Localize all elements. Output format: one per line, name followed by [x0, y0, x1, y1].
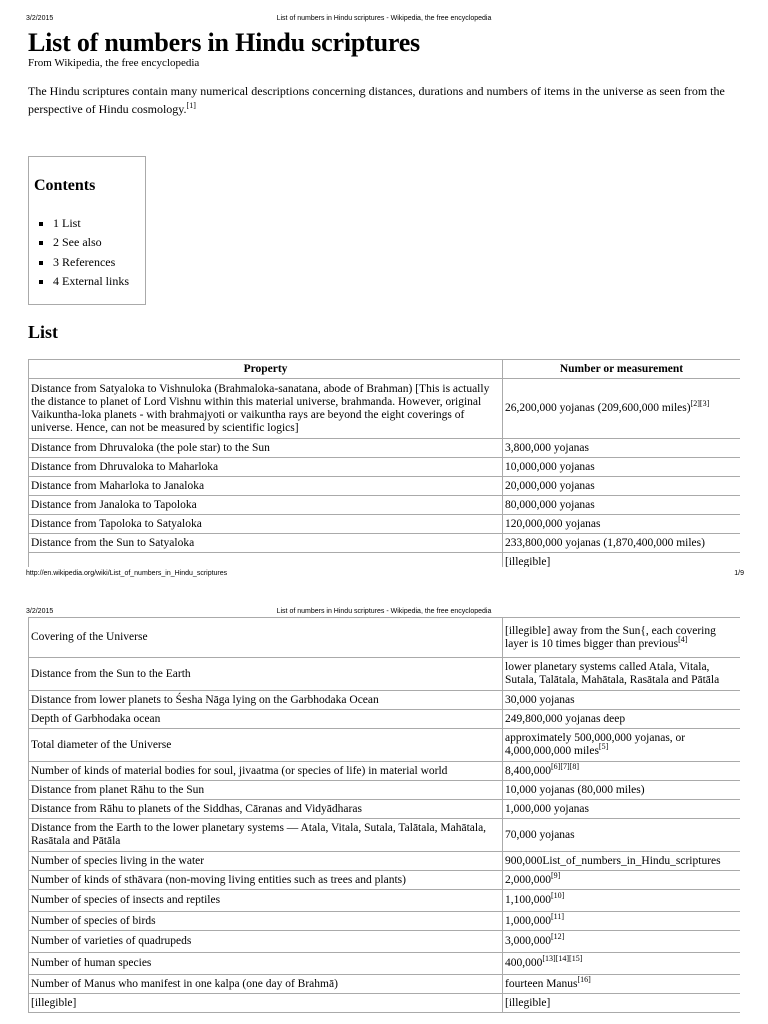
page-title: List of numbers in Hindu scriptures [28, 28, 420, 57]
table-row [29, 953, 741, 975]
cell-measurement [503, 781, 741, 800]
citation-reference[interactable]: [9] [551, 870, 561, 880]
toc-item-list[interactable]: ▪ 1 List [53, 214, 129, 233]
cell-property: Covering of the Universe [29, 618, 503, 658]
toc-item-external-links[interactable]: ▪ 4 External links [53, 272, 129, 291]
citation-reference[interactable]: [11] [551, 911, 565, 921]
cell-property: Distance from Rāhu to planets of the Siddhas, Cāranas and Vidyādharas [29, 800, 503, 819]
cell-property: Distance from planet Rāhu to the Sun [29, 781, 503, 800]
citation-reference[interactable]: [2][3] [690, 399, 710, 409]
cell-property: Distance from the Sun to Satyaloka [29, 534, 503, 553]
table-row [29, 496, 741, 515]
cell-measurement [503, 691, 741, 710]
cell-measurement [503, 618, 741, 658]
print-date: 3/2/2015 [26, 15, 54, 22]
cell-measurement [503, 931, 741, 953]
cell-property: Number of species of insects and reptiles [29, 890, 503, 912]
measurement-text: 1,100,000 [505, 894, 551, 906]
print-page-number: 1/9 [734, 570, 744, 577]
cell-measurement [503, 710, 741, 729]
numbers-table-page1 [28, 359, 740, 567]
table-row [29, 379, 741, 439]
cell-measurement [503, 953, 741, 975]
measurement-text: 10,000,000 yojanas [505, 460, 595, 473]
table-row [29, 931, 741, 953]
measurement-text: 1,000,000 yojanas [505, 802, 590, 815]
toc-title: Contents [34, 177, 96, 194]
table-row [29, 800, 741, 819]
section-heading-list: List [28, 322, 59, 342]
measurement-text: 900,000List_of_numbers_in_Hindu_scriptures [505, 854, 721, 867]
measurement-text: 10,000 yojanas (80,000 miles) [505, 783, 645, 796]
measurement-text: approximately 500,000,000 yojanas, or 4,000,000,000 miles [505, 732, 686, 757]
intro-text: The Hindu scriptures contain many numerical descriptions concerning distances, durations and numbers of items in the universe as seen from the perspective of Hindu cosmology. [28, 84, 725, 116]
intro-reference[interactable]: [1] [186, 101, 196, 110]
cell-measurement [503, 994, 741, 1013]
citation-reference[interactable]: [13][14][15] [542, 954, 583, 964]
toc-list [29, 214, 129, 291]
cell-measurement [503, 819, 741, 852]
citation-reference[interactable]: [6][7][8] [551, 761, 579, 771]
column-header-property: Property [29, 360, 503, 379]
cell-measurement [503, 871, 741, 890]
toc-item-references[interactable]: ▪ 3 References [53, 253, 129, 272]
measurement-text: 3,000,000 [505, 935, 551, 947]
table-row [29, 819, 741, 852]
measurement-text: 30,000 yojanas [505, 693, 575, 706]
cell-property: Number of Manus who manifest in one kalpa (one day of Brahmā) [29, 975, 503, 994]
intro-paragraph [28, 82, 740, 118]
measurement-text: 233,800,000 yojanas (1,870,400,000 miles) [505, 536, 705, 549]
toc-item-see-also[interactable]: ▪ 2 See also [53, 233, 129, 252]
measurement-text: [illegible] [505, 996, 551, 1009]
cell-property: Distance from Maharloka to Janaloka [29, 477, 503, 496]
measurement-text: lower planetary systems called Atala, Vitala, Sutala, Talātala, Mahātala, Rasātala and Pātāla [505, 661, 720, 686]
table-row [29, 439, 741, 458]
cell-property: Distance from Janaloka to Tapoloka [29, 496, 503, 515]
table-row [29, 912, 741, 931]
table-row [29, 871, 741, 890]
cell-measurement [503, 658, 741, 691]
table-row [29, 710, 741, 729]
citation-reference[interactable]: [4] [678, 634, 688, 644]
table-row [29, 658, 741, 691]
measurement-text: 20,000,000 yojanas [505, 479, 595, 492]
citation-reference[interactable]: [5] [598, 742, 609, 752]
cell-property: Distance from Dhruvaloka to Maharloka [29, 458, 503, 477]
cell-measurement [503, 534, 741, 553]
cell-measurement [503, 890, 741, 912]
cell-measurement [503, 515, 741, 534]
table-row [29, 515, 741, 534]
table-row [29, 534, 741, 553]
table-row [29, 458, 741, 477]
cell-property: Number of kinds of material bodies for soul, jivaatma (or species of life) in material world [29, 762, 503, 781]
cell-property: Number of kinds of sthāvara (non-moving living entities such as trees and plants) [29, 871, 503, 890]
cell-property: [illegible] [29, 994, 503, 1013]
table-row [29, 762, 741, 781]
cell-property: Total diameter of the Universe [29, 729, 503, 762]
measurement-text: 80,000,000 yojanas [505, 498, 595, 511]
print-url: http://en.wikipedia.org/wiki/List_of_numbers_in_Hindu_scriptures [26, 570, 228, 577]
measurement-text: 249,800,000 yojanas deep [505, 712, 626, 725]
cell-property: Distance from Dhruvaloka (the pole star) to the Sun [29, 439, 503, 458]
measurement-text: 26,200,000 yojanas (209,600,000 miles) [505, 402, 691, 414]
measurement-text: 2,000,000 [505, 873, 551, 886]
citation-reference[interactable]: [16] [577, 974, 591, 984]
measurement-text: 120,000,000 yojanas [505, 517, 601, 530]
cell-property: Number of varieties of quadrupeds [29, 931, 503, 953]
table-header-row [29, 360, 741, 379]
cell-property: Distance from the Earth to the lower planetary systems — Atala, Vitala, Sutala, Talātala, Mahātala, Rasātala and Pātāla [29, 819, 503, 852]
cell-measurement [503, 800, 741, 819]
table-row [29, 994, 741, 1013]
cell-measurement [503, 553, 741, 568]
measurement-text: 1,000,000 [505, 914, 551, 927]
measurement-text: 8,400,000 [505, 764, 551, 777]
cell-property: Number of human species [29, 953, 503, 975]
column-header-measurement: Number or measurement [503, 360, 741, 379]
cell-measurement [503, 975, 741, 994]
table-row [29, 618, 741, 658]
numbers-table-page2 [28, 617, 740, 1024]
table-row [29, 781, 741, 800]
cell-measurement [503, 912, 741, 931]
measurement-text: 400,000 [505, 957, 543, 969]
print-date-2: 3/2/2015 [26, 608, 54, 615]
measurement-text: [illegible] away from the Sun{, each covering layer is 10 times bigger than previous [505, 624, 716, 650]
measurement-text: 70,000 yojanas [505, 828, 575, 841]
pdf-page-header [0, 15, 768, 27]
cell-measurement [503, 439, 741, 458]
cell-property: Distance from the Sun to the Earth [29, 658, 503, 691]
cell-property: Depth of Garbhodaka ocean [29, 710, 503, 729]
table-row [29, 729, 741, 762]
cell-measurement [503, 379, 741, 439]
cell-property [29, 553, 503, 568]
cell-property: Number of species living in the water [29, 852, 503, 871]
citation-reference[interactable]: [10] [551, 891, 565, 901]
cell-measurement [503, 458, 741, 477]
table-row [29, 553, 741, 568]
cell-property: Distance from lower planets to Śesha Nāga lying on the Garbhodaka Ocean [29, 691, 503, 710]
measurement-text: 3,800,000 yojanas [505, 441, 590, 454]
cell-measurement [503, 852, 741, 871]
citation-reference[interactable]: [12] [551, 932, 565, 942]
cell-property: Distance from Tapoloka to Satyaloka [29, 515, 503, 534]
cell-property: Distance from Satyaloka to Vishnuloka (Brahmaloka-sanatana, abode of Brahman) [This is actually the distance to planet of Lord Vishnu within this material universe, brahmanda. However, original Vaikuntha-loka planets - with brahmajyoti or vaikuntha rays are beyond the eight coverings of universe. Hence, can not be measured by scientific logics] [29, 379, 503, 439]
measurement-text: fourteen Manus [505, 977, 578, 990]
cell-measurement [503, 762, 741, 781]
cell-measurement [503, 496, 741, 515]
table-of-contents [28, 156, 146, 305]
table-row [29, 477, 741, 496]
cell-measurement [503, 477, 741, 496]
measurement-text: [illegible] [505, 555, 551, 567]
print-title-2: List of numbers in Hindu scriptures - Wikipedia, the free encyclopedia [276, 608, 492, 615]
cell-property: Number of species of birds [29, 912, 503, 931]
table-row [29, 890, 741, 912]
table-row [29, 852, 741, 871]
print-title: List of numbers in Hindu scriptures - Wikipedia, the free encyclopedia [276, 15, 492, 22]
cell-measurement [503, 729, 741, 762]
table-row [29, 975, 741, 994]
page-subtitle: From Wikipedia, the free encyclopedia [28, 57, 200, 69]
table-row [29, 691, 741, 710]
